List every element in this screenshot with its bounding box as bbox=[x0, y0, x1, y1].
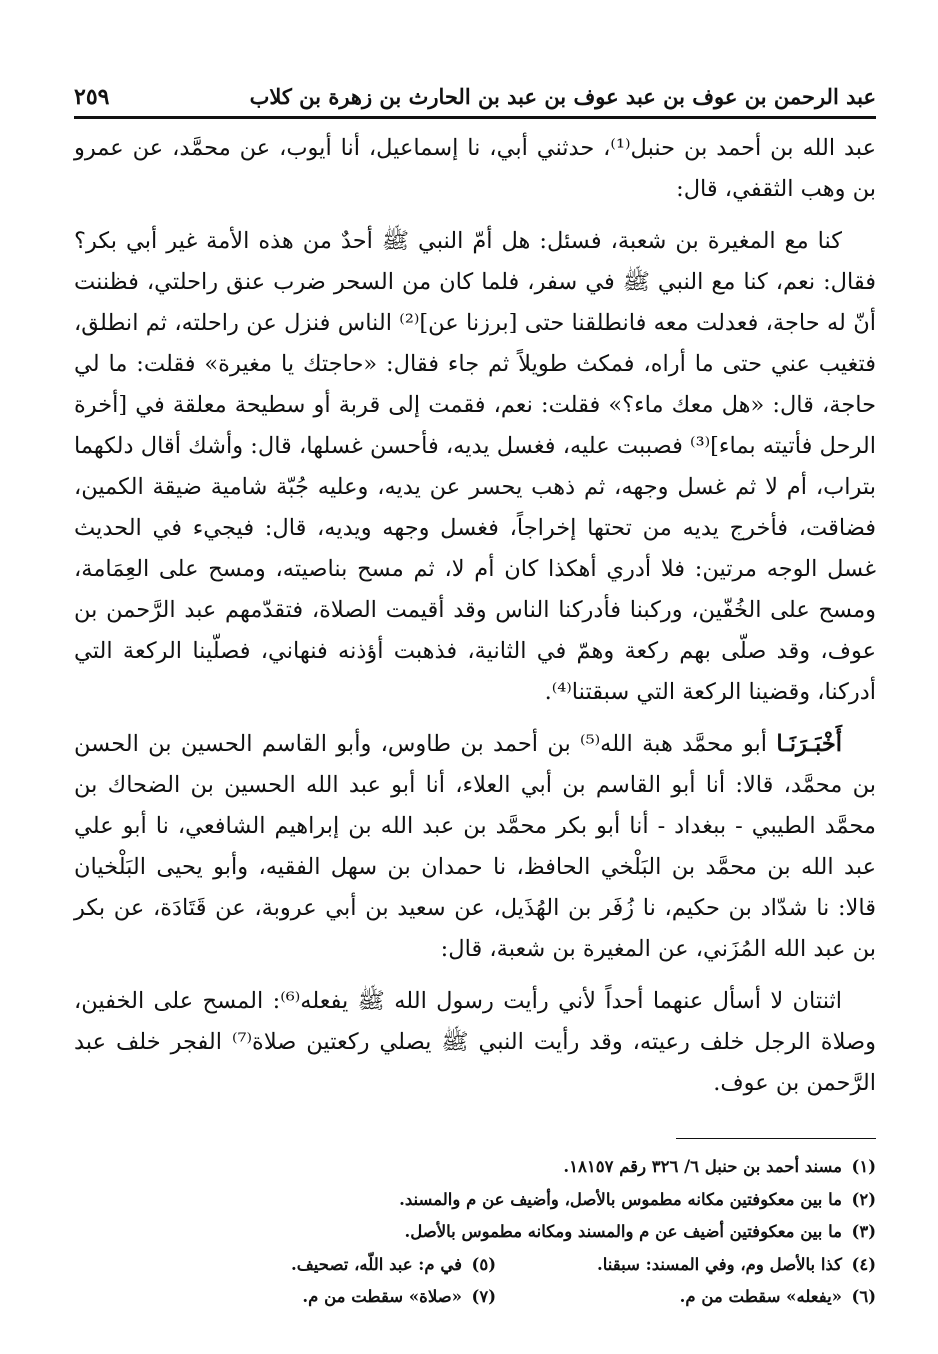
footnote-text: في م: عبد اللّه، تصحيف. bbox=[290, 1254, 462, 1274]
paragraph-isnad-2-text: أبو محمَّد هبة الله⁽⁵⁾ بن أحمد بن طاوس، وأبو القاسم الحسين بن الحسن بن محمَّد، قالا: أنا أبو القاسم بن أبي العلاء، أنا أبو عبد الله الحسين بن الضحاك بن محمَّد الطيبي - ببغداد - أنا أبو بكر محمَّد بن عبد الله بن إبراهيم الشافعي، نا أبو علي عبد الله بن محمَّد بن البَلْخي الحافظ، نا حمدان بن سهل الفقيه، وأبو يحيى البَلْخيان قالا: نا شدّاد بن حكيم، نا زُفَر بن الهُذَيل، عن سعيد بن أبي عروبة، عن قَتَادَة، عن بكر بن عبد الله المُزَني، عن المغيرة بن شعبة، قال: bbox=[74, 731, 876, 962]
main-text bbox=[74, 128, 876, 1104]
paragraph-hadith-2: اثنتان لا أسأل عنهما أحداً لأني رأيت رسول الله ﷺ يفعله⁽⁶⁾: المسح على الخفين، وصلاة الرجل خلف رعيته، وقد رأيت النبي ﷺ يصلي ركعتين صلاة⁽⁷⁾ الفجر خلف عبد الرَّحمن بن عوف. bbox=[74, 988, 876, 1096]
paragraph-isnad-1: عبد الله بن أحمد بن حنبل⁽¹⁾، حدثني أبي، نا إسماعيل، أنا أيوب، عن محمَّد، عن عمرو بن وهب الثقفي، قال: bbox=[74, 135, 877, 202]
footnote-1 bbox=[74, 1151, 876, 1184]
paragraph-isnad-2 bbox=[74, 724, 876, 970]
footnote-5 bbox=[291, 1249, 496, 1282]
footnote-row-6-7 bbox=[74, 1281, 876, 1314]
footnote-number: (٣) bbox=[851, 1222, 876, 1241]
footnote-number: (٧) bbox=[471, 1287, 496, 1306]
footnote-text: ما بين معكوفتين مكانه مطموس بالأصل، وأضيف عن م والمسند. bbox=[399, 1189, 842, 1209]
footnote-text: كذا بالأصل وم، وفي المسند: سبقنا. bbox=[597, 1254, 842, 1274]
footnote-3 bbox=[74, 1216, 876, 1249]
paragraph-hadith-1: كنا مع المغيرة بن شعبة، فسئل: هل أمّ النبي ﷺ أحدٌ من هذه الأمة غير أبي بكر؟ فقال: نعم، كنا مع النبي ﷺ في سفر، فلما كان من السحر ضرب عنق راحلتي، فظننت أنّ له حاجة، فعدلت معه فانطلقنا حتى [برزنا عن]⁽²⁾ الناس فنزل عن راحلته، ثم انطلق، فتغيب عني حتى ما أراه، فمكث طويلاً ثم جاء فقال: «حاجتك يا مغيرة» فقلت: ما لي حاجة، قال: «هل معك ماء؟» فقلت: نعم، فقمت إلى قربة أو سطيحة معلقة في [أخرة الرحل فأتيته بماء]⁽³⁾ فصببت عليه، فغسل يديه، فأحسن غسلها، قال: وأشك أقال دلكهما بتراب، أم لا ثم غسل وجهه، ثم ذهب يحسر عن يديه، وعليه جُبّة شامية ضيقة الكمين، فضاقت، فأخرج يديه من تحتها إخراجاً، فغسل وجهه ويديه، قال: فيجيء في الحديث غسل الوجه مرتين: فلا أدري أهكذا كان أم لا، ثم مسح بناصيته، ومسح على العِمَامة، ومسح على الخُفّين، وركبنا فأدركنا الناس وقد أقيمت الصلاة، فتقدّمهم عبد الرَّحمن بن عوف، وقد صلّى بهم ركعة وهمّ في الثانية، فذهبت أؤذنه فنهاني، فصلّينا الركعة التي أدركنا، وقضينا الركعة التي سبقتنا⁽⁴⁾. bbox=[74, 228, 876, 705]
header-rule bbox=[74, 116, 876, 119]
footnote-rule bbox=[676, 1138, 876, 1139]
footnote-text: مسند أحمد بن حنبل ٦/ ٣٢٦ رقم ١٨١٥٧. bbox=[563, 1157, 842, 1176]
footnote-2 bbox=[74, 1184, 876, 1217]
footnote-text: ما بين معكوفتين أضيف عن م والمسند ومكانه مطموس بالأصل. bbox=[404, 1222, 842, 1241]
running-title: عبد الرحمن بن عوف بن عبد عوف بن عبد بن الحارث بن زهرة بن كلاب bbox=[249, 84, 876, 109]
footnote-number: (٦) bbox=[851, 1287, 876, 1306]
running-header bbox=[74, 80, 876, 118]
footnote-7 bbox=[302, 1281, 496, 1314]
lead-word: أَخْبَـرَنَـا bbox=[776, 731, 842, 757]
footnote-6 bbox=[556, 1281, 876, 1314]
footnote-number: (١) bbox=[851, 1157, 876, 1176]
page-number: ٢٥٩ bbox=[74, 84, 110, 110]
footnote-4 bbox=[556, 1249, 876, 1282]
footnote-row-4-5 bbox=[74, 1249, 876, 1282]
footnote-text: «صلاة» سقطت من م. bbox=[302, 1287, 462, 1306]
footnotes bbox=[74, 1151, 876, 1314]
footnote-number: (٢) bbox=[851, 1189, 876, 1209]
footnote-number: (٤) bbox=[851, 1254, 876, 1274]
footnote-text: «يفعله» سقطت من م. bbox=[679, 1287, 842, 1306]
footnote-number: (٥) bbox=[471, 1254, 496, 1274]
